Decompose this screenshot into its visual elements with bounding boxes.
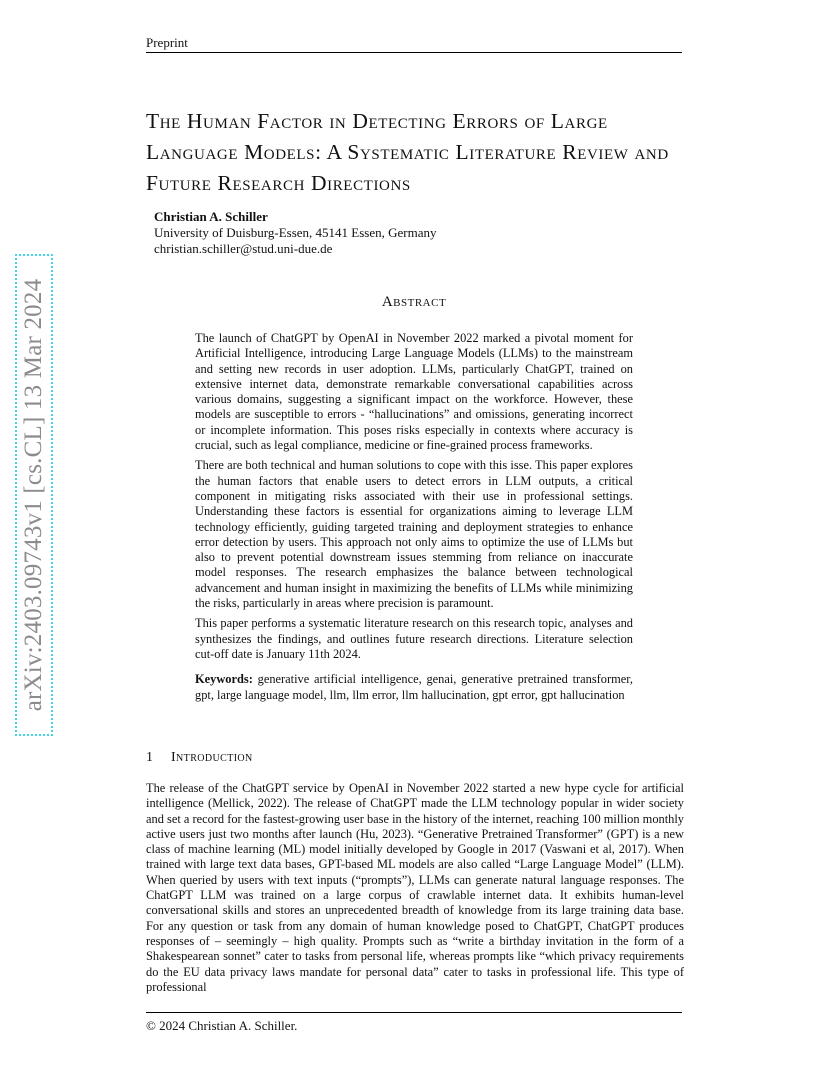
keywords-label: Keywords:: [195, 672, 253, 687]
abstract-body: [195, 331, 633, 703]
header-rule: [146, 52, 682, 53]
section-number: 1: [146, 750, 153, 765]
section-title: Introduction: [171, 750, 253, 765]
abstract-paragraph: The launch of ChatGPT by OpenAI in November 2022 marked a pivotal moment for Artificial Intelligence, introducing Large Language Models (LLMs) to the mainstream and setting new records in user adoption. LLMs, particularly ChatGPT, trained on extensive internet data, demonstrate remarkable conversational capabilities across various domains, suggesting a significant impact on the workforce. However, these models are susceptible to errors - “hallucinations” and omissions, generating incorrect or incomplete information. This poses risks especially in contexts where accuracy is crucial, such as legal compliance, medicine or fine-grained process frameworks.: [195, 331, 633, 453]
abstract-paragraph: This paper performs a systematic literature research on this research topic, analyses and synthesizes the findings, and outlines future research directions. Literature selection cut-off date is January 11th 2024.: [195, 616, 633, 661]
section-heading: [146, 750, 253, 766]
author-block: [154, 209, 436, 257]
keywords: [195, 672, 633, 703]
footer-rule: [146, 1012, 682, 1013]
footer-copyright: © 2024 Christian A. Schiller.: [146, 1018, 298, 1033]
abstract-heading: Abstract: [381, 294, 447, 310]
intro-paragraph: The release of the ChatGPT service by OpenAI in November 2022 started a new hype cycle for artificial intelligence (Mellick, 2022). The release of ChatGPT made the LLM technology popular in wider society and set a record for the fastest-growing user base in the history of the internet, reaching 100 million monthly active users just two months after launch (Hu, 2023). “Generative Pretrained Transformer” (GPT) is a new class of machine learning (ML) model initially developed by Google in 2017 (Vaswani et al, 2017). When trained with large text data bases, GPT-based ML models are also called “Large Language Model” (LLM). When queried by users with text inputs (“prompts”), LLMs can generate natural language responses. The ChatGPT LLM was trained on a large corpus of crawlable internet data. It exhibits human-level conversational skills and stores an unprecedented breadth of knowledge from its large training data base. For any question or task from any domain of human knowledge posed to ChatGPT, ChatGPT produces responses of – seemingly – high quality. Prompts such as “write a birthday invitation in the form of a Shakespearean sonnet” cater to tasks from personal life, whereas prompts like “which privacy requirements do the EU data privacy laws mandate for personal data” cater to tasks in professional life. This type of professional: [146, 781, 684, 994]
arxiv-identifier: arXiv:2403.09743v1 [cs.CL] 13 Mar 2024: [20, 278, 47, 712]
introduction-body: [146, 781, 684, 995]
keywords-list: generative artificial intelligence, genai, generative pretrained transformer, gpt, large language model, llm, llm error, llm hallucination, gpt error, gpt hallucination: [195, 672, 633, 702]
running-header: Preprint: [146, 35, 188, 50]
author-email: christian.schiller@stud.uni-due.de: [154, 241, 333, 256]
author-name: Christian A. Schiller: [154, 209, 268, 224]
author-affiliation: University of Duisburg-Essen, 45141 Essen, Germany: [154, 225, 437, 240]
abstract-paragraph: There are both technical and human solutions to cope with this isse. This paper explores the human factors that enable users to detect errors in LLM outputs, a critical component in mitigating risks associated with their use in professional settings. Understanding these factors is essential for organizations aiming to leverage LLM technology efficiently, guiding targeted training and deployment strategies to enhance error detection by users. This approach not only aims to optimize the use of LLMs but also to prevent potential downstream issues stemming from reliance on inaccurate model responses. The research emphasizes the balance between technological advancement and human insight in maximizing the benefits of LLMs while minimizing the risks, particularly in areas where precision is paramount.: [195, 458, 633, 611]
paper-title: The Human Factor in Detecting Errors of Large Language Models: A Systematic Literature Review and Future Research Directions: [146, 109, 669, 195]
